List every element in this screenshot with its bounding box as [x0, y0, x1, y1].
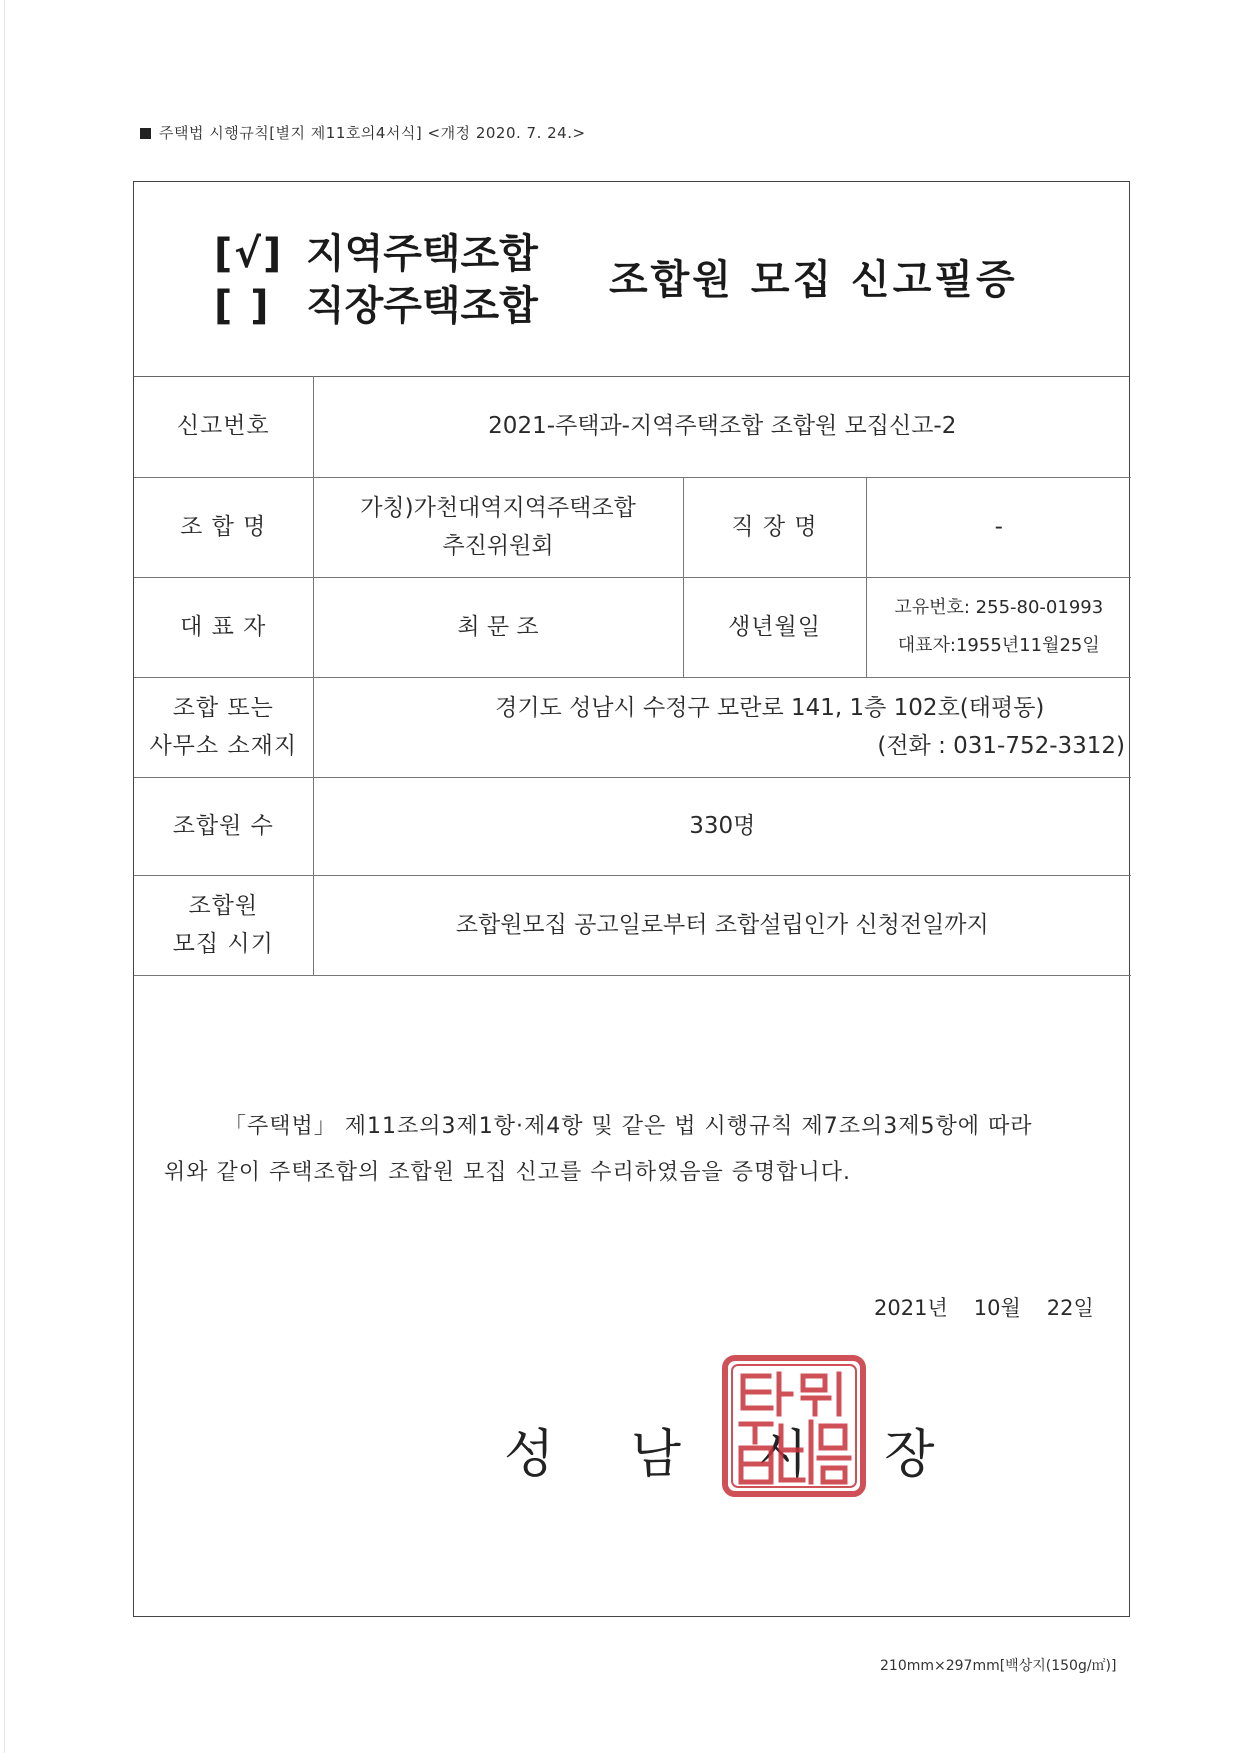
table-row-union-name	[134, 477, 1131, 577]
issue-date-month: 10월	[973, 1296, 1021, 1320]
union-type-workplace-label: 직장주택조합	[306, 283, 538, 329]
form-reference-text: 주택법 시행규칙[별지 제11호의4서식] <개정 2020. 7. 24.>	[159, 124, 586, 142]
union-name-label: 조 합 명	[134, 477, 313, 577]
workplace-value: -	[866, 477, 1131, 577]
recruit-period-label	[134, 875, 313, 975]
form-reference	[140, 122, 586, 143]
union-type-workplace	[214, 280, 538, 332]
union-type-selector	[214, 228, 538, 332]
member-count-label: 조합원 수	[134, 777, 313, 875]
union-name-line1: 가칭)가천대역지역주택조합	[360, 495, 636, 521]
title-area	[134, 182, 1129, 377]
checkbox-empty-icon: [ ]	[214, 283, 271, 329]
union-name-line2: 추진위원회	[442, 533, 554, 559]
certificate-frame	[133, 181, 1130, 1617]
union-type-regional-label: 지역주택조합	[306, 231, 538, 277]
location-label	[134, 677, 313, 777]
table-row-recruit-period	[134, 875, 1131, 975]
address: 경기도 성남시 수정구 모란로 141, 1층 102호(태평동)	[495, 695, 1045, 721]
info-table	[134, 376, 1131, 976]
table-row-representative	[134, 577, 1131, 677]
certification-statement	[164, 1104, 1094, 1196]
certification-line1: 「주택법」 제11조의3제1항·제4항 및 같은 법 시행규칙 제7조의3제5항에 따라	[224, 1114, 1033, 1139]
issue-date-year: 2021년	[874, 1296, 948, 1320]
table-row-report-number	[134, 376, 1131, 477]
certification-line2: 위와 같이 주택조합의 조합원 모집 신고를 수리하였음을 증명합니다.	[164, 1160, 852, 1185]
workplace-label: 직 장 명	[683, 477, 866, 577]
paper-spec: 210mm×297mm[백상지(150g/㎡)]	[880, 1658, 1117, 1674]
checkbox-checked-icon: [√]	[214, 231, 284, 277]
union-type-regional	[214, 228, 538, 280]
member-count-value: 330명	[313, 777, 1131, 875]
representative-birthdate: 대표자:1955년11월25일	[897, 635, 1100, 656]
report-number-value: 2021-주택과-지역주택조합 조합원 모집신고-2	[313, 376, 1131, 477]
issue-date	[874, 1292, 1120, 1322]
table-row-member-count	[134, 777, 1131, 875]
table-row-location	[134, 677, 1131, 777]
registration-number: 고유번호: 255-80-01993	[894, 597, 1104, 618]
location-label-line1: 조합 또는	[172, 695, 274, 721]
phone-number: (전화 : 031-752-3312)	[877, 733, 1126, 759]
square-bullet-icon	[140, 128, 151, 139]
location-label-line2: 사무소 소재지	[149, 733, 298, 759]
birth-value	[866, 577, 1131, 677]
report-number-label: 신고번호	[134, 376, 313, 477]
birth-label: 생년월일	[683, 577, 866, 677]
recruit-period-label-line2: 모집 시기	[172, 931, 274, 957]
location-value	[313, 677, 1131, 777]
page-edge-line	[4, 0, 5, 1753]
representative-value: 최 문 조	[313, 577, 683, 677]
recruit-period-value: 조합원모집 공고일로부터 조합설립인가 신청전일까지	[313, 875, 1131, 975]
issuer-name: 성 남 시 장	[504, 1425, 965, 1485]
representative-label: 대 표 자	[134, 577, 313, 677]
issue-date-day: 22일	[1046, 1296, 1094, 1320]
union-name-value	[313, 477, 683, 577]
recruit-period-label-line1: 조합원	[188, 893, 259, 919]
document-title: 조합원 모집 신고필증	[609, 257, 1018, 303]
